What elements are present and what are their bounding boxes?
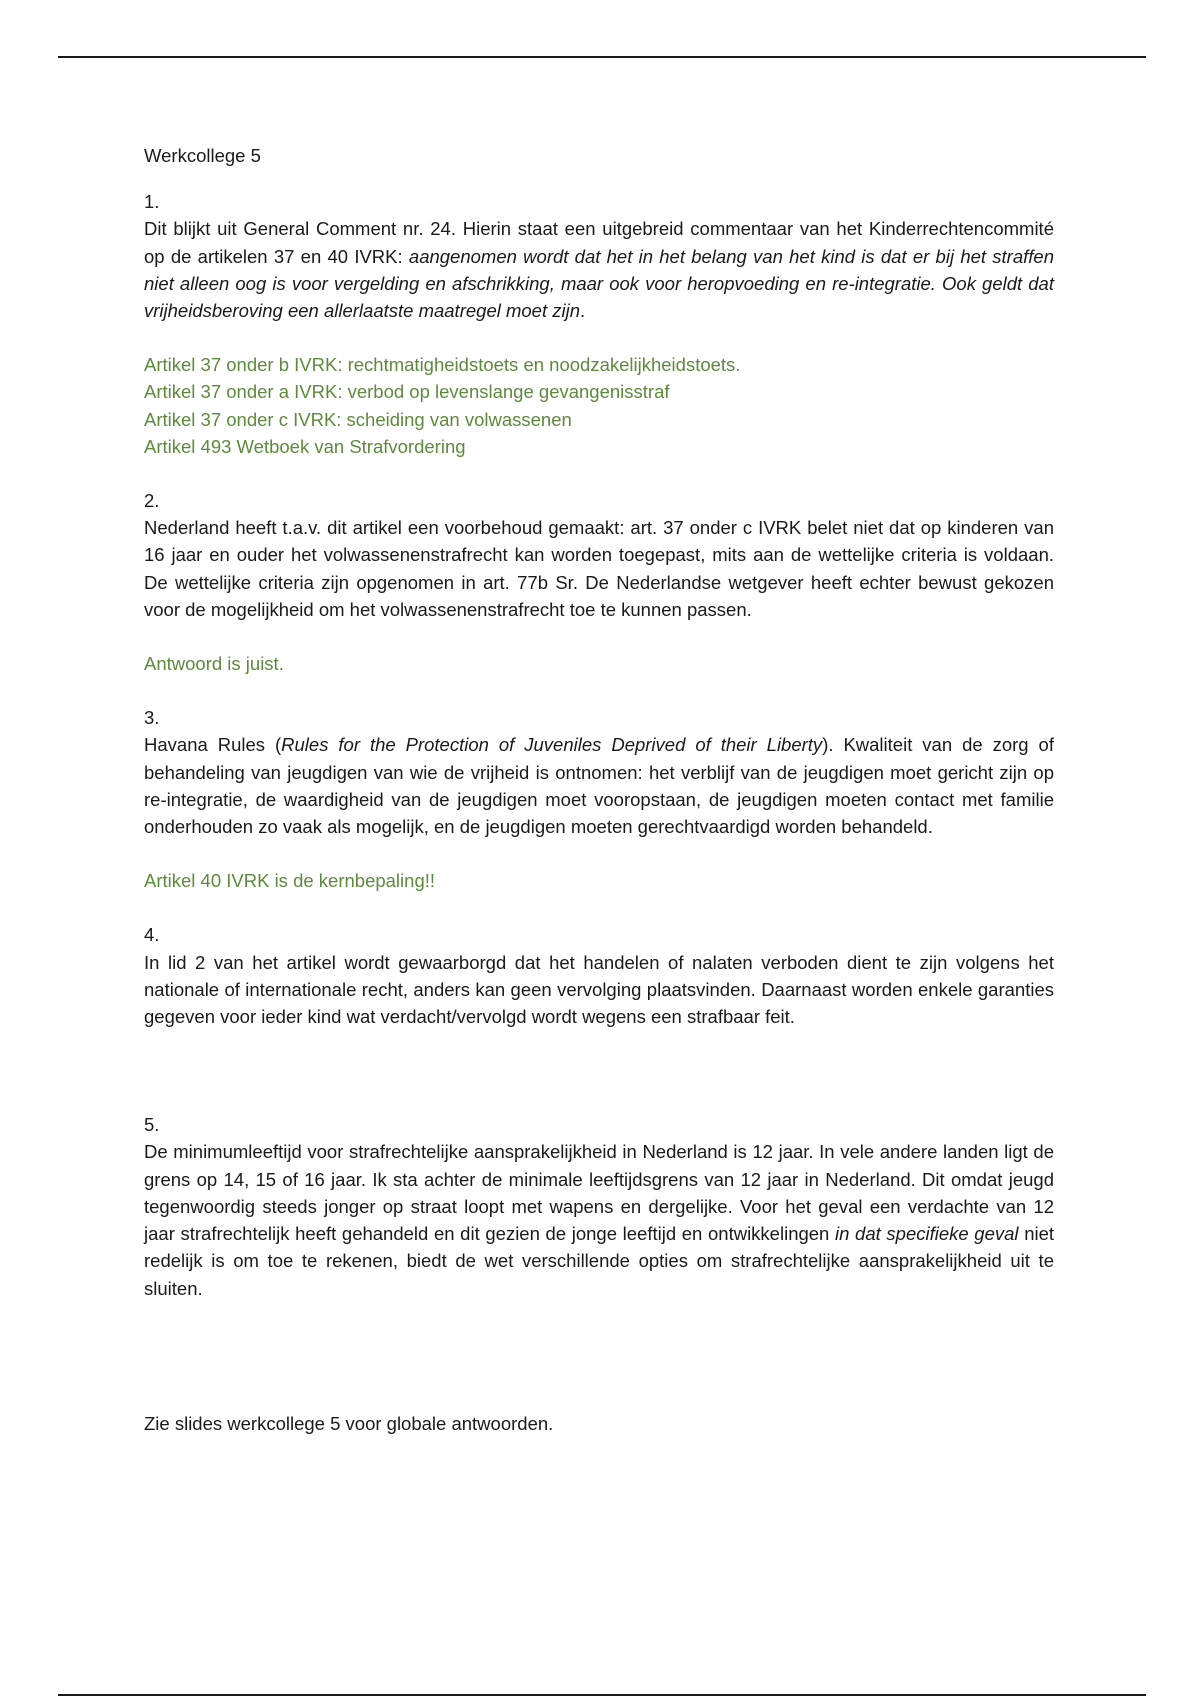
question-1-answer (144, 215, 1054, 324)
question-4-number: 4. (144, 924, 160, 946)
q1-note-2: Artikel 37 onder a IVRK: verbod op levenslange gevangenisstraf (144, 381, 670, 403)
q5-italic-text: in dat specifieke geval (835, 1223, 1019, 1245)
q1-note-4: Artikel 493 Wetboek van Strafvordering (144, 435, 466, 457)
q1-note-1: Artikel 37 onder b IVRK: rechtmatigheidstoets en noodzakelijkheidstoets. (144, 354, 741, 376)
q1-italic-text: aangenomen wordt dat het in het belang van het kind is dat er bij het straffen niet alleen oog is voor vergelding en afschrikking, maar ook voor heropvoeding en re-integratie. Ook geldt dat vrijheidsberoving een allerlaatste maatregel moet zijn (144, 245, 1054, 322)
q2-note: Antwoord is juist. (144, 653, 284, 675)
document-body (144, 142, 1054, 1437)
question-3-answer (144, 731, 1054, 840)
q3-italic-text: Rules for the Protection of Juveniles Deprived of their Liberty (281, 734, 823, 756)
q1-text-end: . (580, 300, 586, 322)
footer-note: Zie slides werkcollege 5 voor globale antwoorden. (144, 1412, 554, 1434)
q3-note: Artikel 40 IVRK is de kernbepaling!! (144, 870, 436, 892)
question-5-answer (144, 1138, 1054, 1301)
footer-rule (58, 1694, 1146, 1696)
q1-text: Dit blijkt uit General Comment nr. 24. Hierin staat een uitgebreid commentaar van het Kinderrechtencommité op de artikelen 37 en 40 IVRK: (144, 218, 1054, 267)
question-4-answer: In lid 2 van het artikel wordt gewaarborgd dat het handelen of nalaten verboden dient te zijn volgens het nationale of internationale recht, anders kan geen vervolging plaatsvinden. Daarnaast worden enkele garanties gegeven voor ieder kind wat verdacht/vervolgd wordt wegens een strafbaar feit. (144, 951, 1054, 1028)
question-3-number: 3. (144, 707, 160, 729)
q5-text-end: niet redelijk is om toe te rekenen, biedt de wet verschillende opties om strafrechtelijke aansprakelijkheid uit te sluiten. (144, 1223, 1055, 1299)
header-rule (58, 56, 1146, 58)
q1-note-3: Artikel 37 onder c IVRK: scheiding van volwassenen (144, 408, 572, 430)
question-2-number: 2. (144, 490, 160, 512)
question-1-number: 1. (144, 191, 160, 213)
document-title: Werkcollege 5 (144, 145, 261, 166)
question-2-answer: Nederland heeft t.a.v. dit artikel een voorbehoud gemaakt: art. 37 onder c IVRK belet niet dat op kinderen van 16 jaar en ouder het volwassenenstrafrecht kan worden toegepast, mits aan de wettelijke criteria is voldaan. De wettelijke criteria zijn opgenomen in art. 77b Sr. De Nederlandse wetgever heeft echter bewust gekozen voor de mogelijkheid om het volwassenenstrafrecht toe te kunnen passen. (144, 517, 1054, 620)
q3-text-end: ). Kwaliteit van de zorg of behandeling van jeugdigen van wie de vrijheid is ontnomen: het verblijf van de jeugdigen moet gericht zijn op re-integratie, de waardigheid van de jeugdigen moet vooropstaan, de jeugdigen moeten contact met familie onderhouden zo vaak als mogelijk, en de jeugdigen moeten gerechtvaardigd worden behandeld. (144, 734, 1054, 838)
q5-text: De minimumleeftijd voor strafrechtelijke aansprakelijkheid in Nederland is 12 jaar. In vele andere landen ligt de grens op 14, 15 of 16 jaar. Ik sta achter de minimale leeftijdsgrens van 12 jaar in Nederland. Dit omdat jeugd tegenwoordig steeds jonger op straat loopt met wapens en dergelijke. Voor het geval een verdachte van 12 jaar strafrechtelijk heeft gehandeld en dit gezien de jonge leeftijd en ontwikkelingen (144, 1141, 1054, 1245)
question-5-number: 5. (144, 1114, 160, 1136)
q3-text: Havana Rules ( (144, 734, 282, 756)
